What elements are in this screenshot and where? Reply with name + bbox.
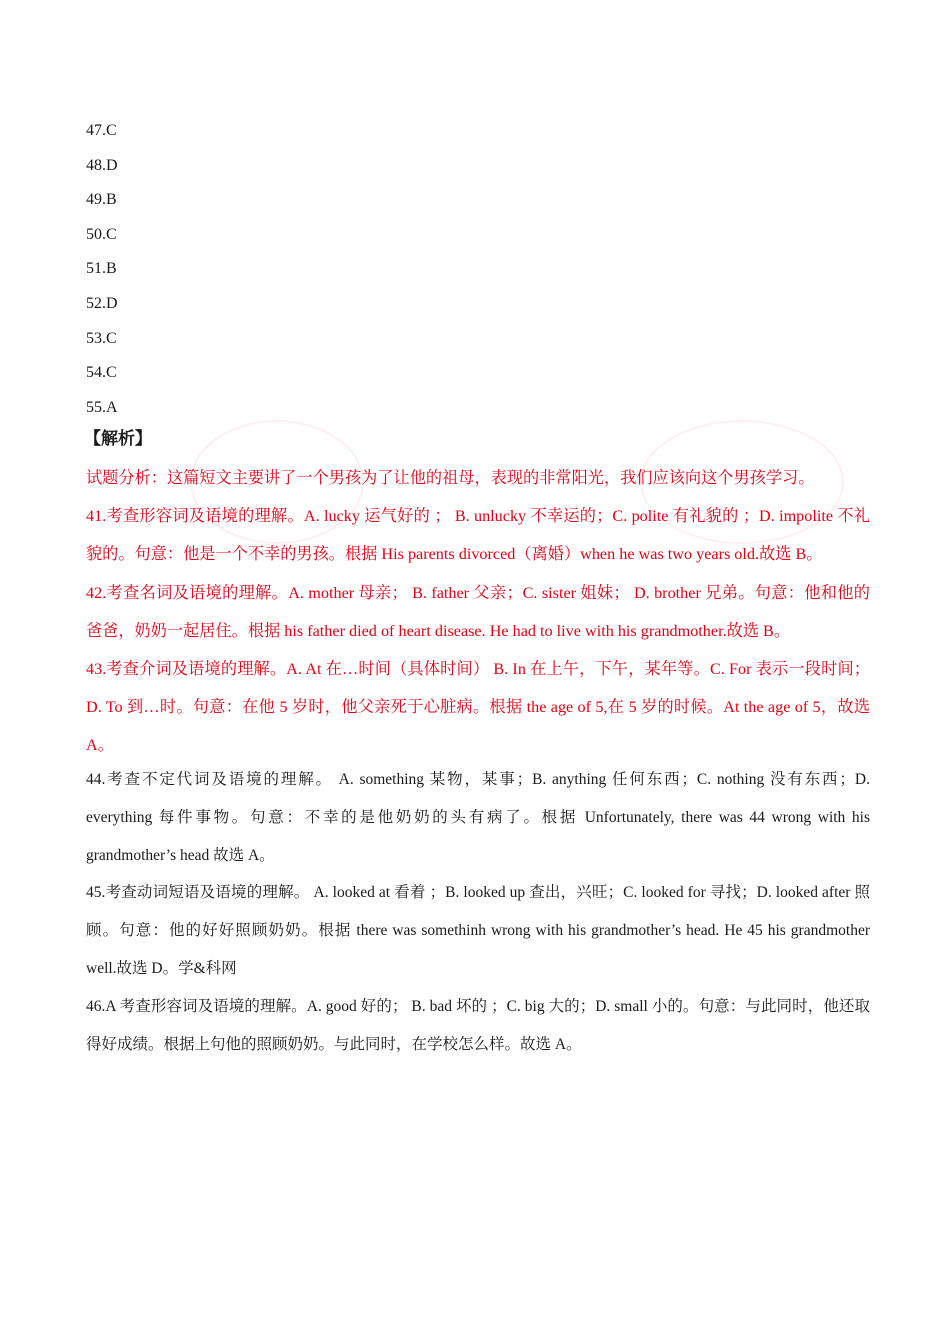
answer-item: 51.B [86,260,117,278]
explanation-41: 41.考查形容词及语境的理解。A. lucky 运气好的 ； B. unlucky 不幸运的；C. polite 有礼貌的 ；D. impolite 不礼貌的。句意：他是一个不幸的男孩。根据 His parents divorced（离婚）when he was two years old.故选 B。 [86,507,870,564]
explanation-44: 44.考查不定代词及语境的理解。 A. something 某物，某事；B. anything 任何东西；C. nothing 没有东西；D. everything 每件事物。句意：不幸的是他奶奶的头有病了。根据 Unfortunately, there was 44 wrong with his grandmother’s head 故选 A。 [86,771,870,864]
analysis-heading: 【解析】 [84,429,152,448]
answer-item: 50.C [86,225,117,243]
answer-item: 52.D [86,294,118,312]
explanation-46: 46.A 考查形容词及语境的理解。A. good 好的； B. bad 坏的 ；C. big 大的；D. small 小的。句意：与此同时，他还取得好成绩。根据上句他的照顾奶奶。与此同时，在学校怎么样。故选 A。 [86,997,870,1053]
answer-item: 54.C [86,364,117,382]
answer-item: 49.B [86,191,117,209]
answer-item: 48.D [86,156,118,174]
explanation-45: 45.考查动词短语及语境的理解。 A. looked at 看着 ；B. looked up 查出，兴旺；C. looked for 寻找；D. looked after 照顾。句意：他的好好照顾奶奶。根据 there was somethinh wrong with his grandmother’s head. He 45 his grandmother well.故选 D。学&科网 [86,884,870,977]
explanation-42: 42.考查名词及语境的理解。A. mother 母亲； B. father 父亲；C. sister 姐妹； D. brother 兄弟。句意：他和他的爸爸，奶奶一起居住。根据 his father died of heart disease. He had to live with his grandmother.故选 B。 [86,583,870,640]
analysis-summary: 试题分析：这篇短文主要讲了一个男孩为了让他的祖母，表现的非常阳光，我们应该向这个男孩学习。 [86,469,815,487]
answer-list [86,114,286,425]
answer-item: 55.A [86,398,118,416]
explanation-43: 43.考查介词及语境的理解。A. At 在…时间（具体时间） B. In 在上午，下午，某年等。C. For 表示一段时间；D. To 到…时。句意：在他 5 岁时，他父亲死于心脏病。根据 the age of 5,在 5 岁的时候。At the age of 5，故选 A。 [86,660,870,755]
analysis-black-block [86,761,870,1063]
answer-item: 53.C [86,329,117,347]
answer-item: 47.C [86,122,117,139]
analysis-red-block [86,459,870,765]
